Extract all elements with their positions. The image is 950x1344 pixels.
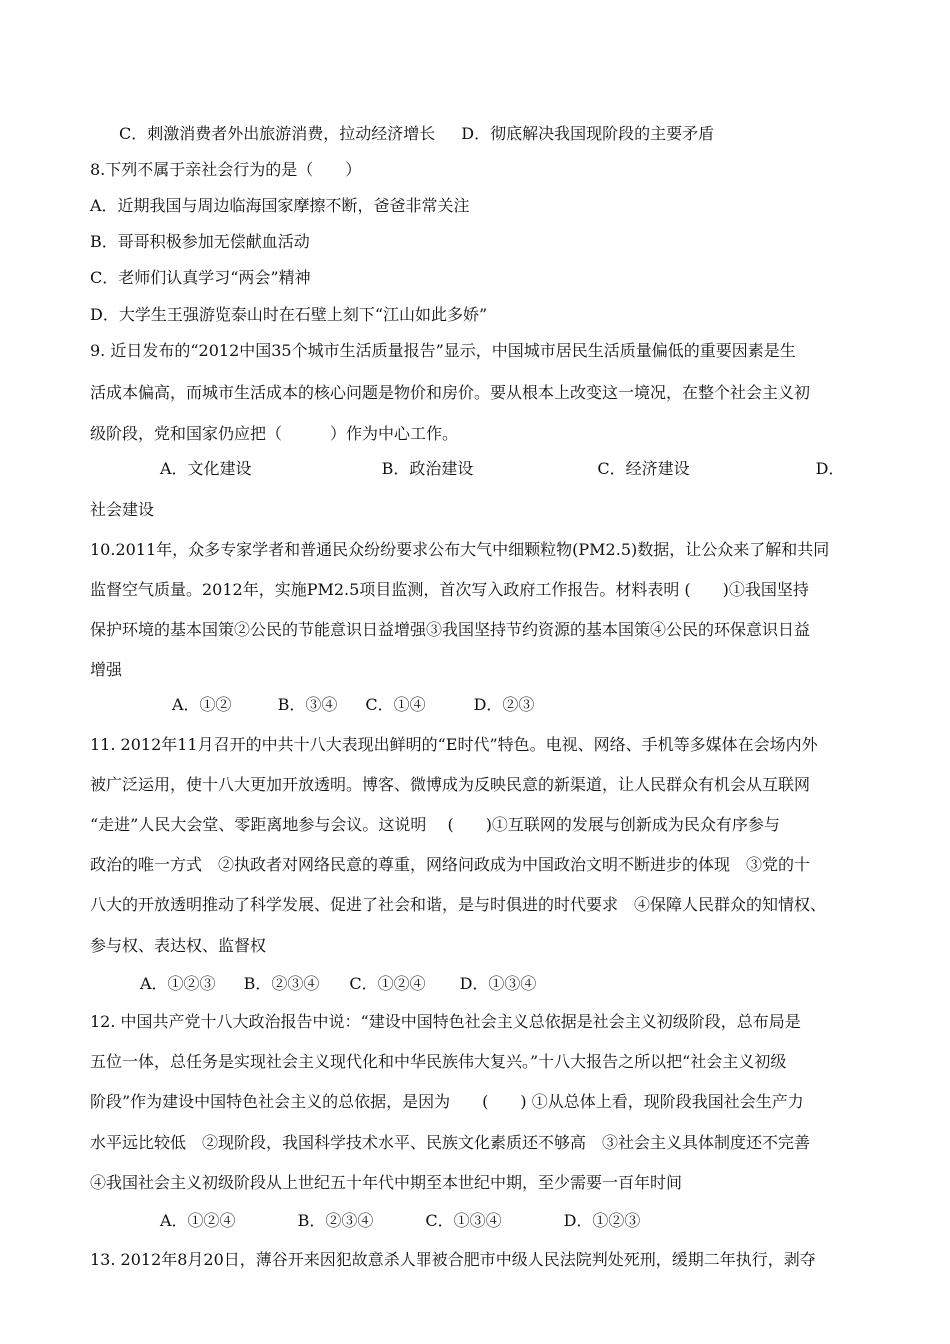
q7-options-row xyxy=(119,124,714,144)
q12-option-a[interactable]: A．①②④ xyxy=(160,1211,236,1230)
q9-option-a[interactable]: A．文化建设 xyxy=(160,459,252,478)
q7-option-c[interactable]: C．刺激消费者外出旅游消费，拉动经济增长 xyxy=(119,124,436,143)
q9-option-c[interactable]: C．经济建设 xyxy=(597,459,690,478)
q11-stem-line-2: 被广泛运用，使十八大更加开放透明。博客、微博成为反映民意的新渠道，让人民群众有机会从互联网 xyxy=(90,775,811,794)
q12-stem-line-3: 阶段”作为建设中国特色社会主义的总依据，是因为 ( ) ①从总体上看，现阶段我国社会生产力 xyxy=(90,1092,804,1111)
q9-option-b[interactable]: B．政治建设 xyxy=(381,459,474,478)
q11-option-d[interactable]: D．①③④ xyxy=(459,974,537,993)
q11-stem-line-1: 11. 2012年11月召开的中共十八大表现出鲜明的“E时代”特色。电视、网络、手机等多媒体在会场内外 xyxy=(90,735,818,754)
q9-option-d-text[interactable]: 社会建设 xyxy=(90,500,155,519)
q11-option-a[interactable]: A．①②③ xyxy=(140,974,216,993)
q8-stem: 8.下列不属于亲社会行为的是（ ） xyxy=(90,160,362,179)
q12-option-d[interactable]: D．①②③ xyxy=(563,1211,641,1230)
q11-stem-line-3: “走进”人民大会堂、零距离地参与会议。这说明 ( )①互联网的发展与创新成为民众有序参与 xyxy=(90,815,780,834)
q10-options-row xyxy=(172,695,534,715)
q10-stem-line-4: 增强 xyxy=(90,660,123,679)
q12-stem-line-5: ④我国社会主义初级阶段从上世纪五十年代中期至本世纪中期，至少需要一百年时间 xyxy=(90,1173,683,1192)
q11-stem-line-4: 政治的唯一方式 ②执政者对网络民意的尊重，网络问政成为中国政治文明不断进步的体现 ③党的十 xyxy=(90,855,811,874)
q8-option-a[interactable]: A．近期我国与周边临海国家摩擦不断，爸爸非常关注 xyxy=(90,196,470,215)
q9-stem-line-1: 9. 近日发布的“2012中国35个城市生活质量报告”显示，中国城市居民生活质量偏低的重要因素是生 xyxy=(90,341,796,360)
q10-stem-line-2: 监督空气质量。2012年，实施PM2.5项目监测，首次写入政府工作报告。材料表明 ( )①我国坚持 xyxy=(90,580,809,599)
q12-stem-line-1: 12. 中国共产党十八大政治报告中说：“建设中国特色社会主义总依据是社会主义初级阶段，总布局是 xyxy=(90,1012,801,1031)
q10-option-c[interactable]: C．①④ xyxy=(365,695,426,714)
q10-stem-line-1: 10.2011年，众多专家学者和普通民众纷纷要求公布大气中细颗粒物(PM2.5)数据，让公众来了解和共同 xyxy=(90,540,830,559)
q8-option-c[interactable]: C．老师们认真学习“两会”精神 xyxy=(90,268,311,287)
q11-option-b[interactable]: B．②③④ xyxy=(243,974,320,993)
q9-options-row xyxy=(160,459,844,479)
q11-stem-line-5: 八大的开放透明推动了科学发展、促进了社会和谐，是与时俱进的时代要求 ④保障人民群众的知情权、 xyxy=(90,895,827,914)
q9-option-d-label[interactable]: D． xyxy=(815,459,845,478)
q9-stem-line-3: 级阶段，党和国家仍应把（ ）作为中心工作。 xyxy=(90,424,459,443)
q8-option-b[interactable]: B．哥哥积极参加无偿献血活动 xyxy=(90,232,310,251)
q13-stem-line-1: 13. 2012年8月20日，薄谷开来因犯故意杀人罪被合肥市中级人民法院判处死刑，缓期二年执行，剥夺 xyxy=(90,1250,816,1269)
q12-stem-line-2: 五位一体，总任务是实现社会主义现代化和中华民族伟大复兴。”十八大报告之所以把“社会主义初级 xyxy=(90,1052,787,1071)
q12-stem-line-4: 水平远比较低 ②现阶段，我国科学技术水平、民族文化素质还不够高 ③社会主义具体制度还不完善 xyxy=(90,1133,811,1152)
q9-stem-line-2: 活成本偏高，而城市生活成本的核心问题是物价和房价。要从根本上改变这一境况，在整个社会主义初 xyxy=(90,383,811,402)
q12-options-row xyxy=(160,1211,640,1231)
q10-option-d[interactable]: D．②③ xyxy=(473,695,535,714)
q10-stem-line-3: 保护环境的基本国策②公民的节能意识日益增强③我国坚持节约资源的基本国策④公民的环保意识日益 xyxy=(90,620,811,639)
q10-option-a[interactable]: A．①② xyxy=(172,695,232,714)
q10-option-b[interactable]: B．③④ xyxy=(277,695,338,714)
q12-option-c[interactable]: C．①③④ xyxy=(425,1211,502,1230)
q11-stem-line-6: 参与权、表达权、监督权 xyxy=(90,936,267,955)
q7-option-d[interactable]: D．彻底解决我国现阶段的主要矛盾 xyxy=(461,124,715,143)
q11-option-c[interactable]: C．①②④ xyxy=(349,974,426,993)
q11-options-row xyxy=(140,974,536,994)
q8-option-d[interactable]: D．大学生王强游览泰山时在石壁上刻下“江山如此多娇” xyxy=(90,305,488,324)
q12-option-b[interactable]: B．②③④ xyxy=(297,1211,374,1230)
